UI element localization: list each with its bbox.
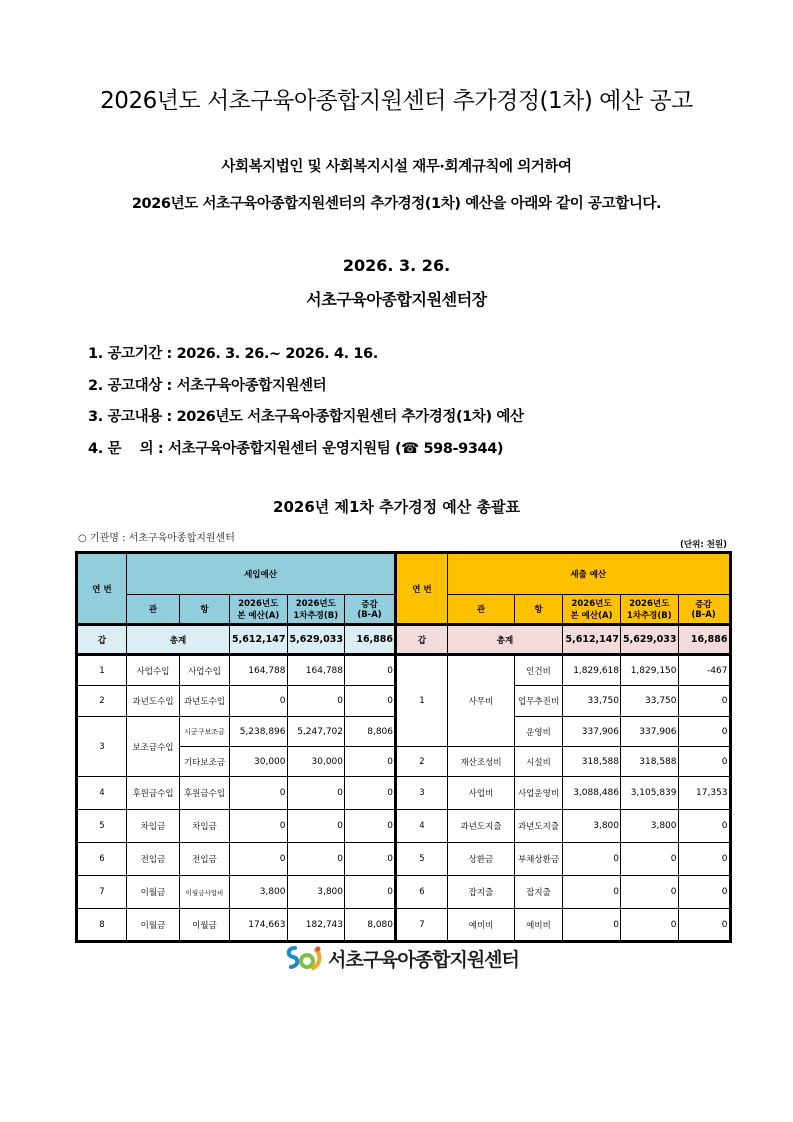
income-a: 164,788 [230,655,288,686]
income-col-a-header: 2026년도 본 예산(A) [230,595,288,625]
expense-c: 17,353 [678,777,730,810]
expense-seq: 7 [396,909,448,942]
income-total-c: 16,886 [345,625,396,655]
income-hang: 시군구보조금 [180,717,230,747]
expense-b: 0 [621,909,679,942]
expense-gwan: 상환금 [448,843,515,876]
expense-hang: 잡지출 [515,876,563,909]
expense-total-name: 총계 [448,625,563,655]
expense-c: 0 [678,810,730,843]
organization-name: ○ 기관명 : 서초구육아종합지원센터 [78,533,235,544]
income-col-c-header: 증감 (B-A) [345,595,396,625]
table-row [77,843,731,876]
expense-gwan-header: 관 [448,595,515,625]
table-row [77,876,731,909]
income-a: 0 [230,843,288,876]
income-c: 0 [345,655,396,686]
income-seq: 1 [77,655,127,686]
expense-gwan: 재산조성비 [448,747,515,777]
expense-total-label: 갑 [396,625,448,655]
header-row-1 [77,553,731,595]
income-total-a: 5,612,147 [230,625,288,655]
expense-a: 3,800 [563,810,621,843]
expense-b: 0 [621,876,679,909]
expense-total-a: 5,612,147 [563,625,621,655]
table-row [77,777,731,810]
intro-line-1: 사회복지법인 및 사회복지시설 재무·회계규칙에 의거하여 [221,159,572,175]
income-seq: 2 [77,686,127,717]
income-c: 0 [345,747,396,777]
income-b: 0 [287,686,345,717]
table-row [77,810,731,843]
expense-seq: 2 [396,747,448,777]
unit-label: (단위: 천원) [680,540,727,550]
center-logo [285,944,519,972]
income-seq-header: 연 번 [77,553,127,625]
notice-item-content: 3. 공고내용 : 2026년도 서초구육아종합지원센터 추가경정(1차) 예산 [88,409,524,425]
income-gwan: 보조금수입 [127,717,180,777]
expense-a: 0 [563,909,621,942]
income-seq: 3 [77,717,127,777]
expense-c: 0 [678,747,730,777]
income-seq: 7 [77,876,127,909]
expense-c: 0 [678,909,730,942]
income-total-b: 5,629,033 [287,625,345,655]
expense-hang-header: 항 [515,595,563,625]
income-seq: 8 [77,909,127,942]
income-hang-header: 항 [180,595,230,625]
income-b: 0 [287,843,345,876]
expense-gwan: 예비비 [448,909,515,942]
expense-a: 0 [563,876,621,909]
expense-b: 337,906 [621,717,679,747]
income-b: 5,247,702 [287,717,345,747]
income-c: 0 [345,810,396,843]
income-gwan: 차입금 [127,810,180,843]
expense-col-c-header: 증감 (B-A) [678,595,730,625]
expense-c: 0 [678,843,730,876]
expense-gwan: 잡지출 [448,876,515,909]
income-seq: 4 [77,777,127,810]
expense-hang: 업무추진비 [515,686,563,717]
budget-summary-table [75,551,732,943]
income-gwan: 이월금 [127,909,180,942]
income-c: 0 [345,686,396,717]
expense-a: 33,750 [563,686,621,717]
income-a: 0 [230,686,288,717]
expense-gwan: 사업비 [448,777,515,810]
page-title: 2026년도 서초구육아종합지원센터 추가경정(1차) 예산 공고 [100,88,693,114]
income-a: 5,238,896 [230,717,288,747]
income-b: 164,788 [287,655,345,686]
income-col-b-header: 2026년도 1차추경(B) [287,595,345,625]
expense-col-a-header: 2026년도 본 예산(A) [563,595,621,625]
expense-b: 1,829,150 [621,655,679,686]
expense-seq: 4 [396,810,448,843]
expense-b: 3,105,839 [621,777,679,810]
income-total-name: 총계 [127,625,230,655]
income-c: 0 [345,876,396,909]
expense-hang: 부채상환금 [515,843,563,876]
notice-item-contact: 4. 문 의 : 서초구육아종합지원센터 운영지원팀 (☎ 598-9344) [88,440,504,457]
income-gwan: 사업수입 [127,655,180,686]
income-gwan: 전입금 [127,843,180,876]
expense-hang: 예비비 [515,909,563,942]
expense-hang: 운영비 [515,717,563,747]
income-seq: 5 [77,810,127,843]
expense-c: -467 [678,655,730,686]
income-hang: 이월금사업비 [180,876,230,909]
table-row [77,909,731,942]
notice-item-target: 2. 공고대상 : 서초구육아종합지원센터 [88,377,327,394]
expense-seq: 6 [396,876,448,909]
income-gwan-header: 관 [127,595,180,625]
expense-b: 33,750 [621,686,679,717]
income-b: 30,000 [287,747,345,777]
income-total-label: 갑 [77,625,127,655]
expense-c: 0 [678,876,730,909]
expense-a: 3,088,486 [563,777,621,810]
intro-line-2: 2026년도 서초구육아종합지원센터의 추가경정(1차) 예산을 아래와 같이 공고합니다. [131,196,662,212]
expense-c: 0 [678,717,730,747]
income-hang: 사업수입 [180,655,230,686]
expense-a: 318,588 [563,747,621,777]
income-b: 182,743 [287,909,345,942]
income-seq: 6 [77,843,127,876]
logo-text: 서초구육아종합지원센터 [328,948,519,971]
income-hang: 후원금수입 [180,777,230,810]
expense-total-b: 5,629,033 [621,625,679,655]
expense-hang: 사업운영비 [515,777,563,810]
notice-item-period: 1. 공고기간 : 2026. 3. 26.~ 2026. 4. 16. [88,346,378,362]
expense-b: 3,800 [621,810,679,843]
expense-hang: 인건비 [515,655,563,686]
income-c: 0 [345,843,396,876]
expense-hang: 과년도지출 [515,810,563,843]
income-hang: 과년도수입 [180,686,230,717]
expense-b: 318,588 [621,747,679,777]
expense-a: 337,906 [563,717,621,747]
expense-col-b-header: 2026년도 1차추경(B) [621,595,679,625]
income-hang: 기타보조금 [180,747,230,777]
income-c: 8,806 [345,717,396,747]
income-hang: 이월금 [180,909,230,942]
income-hang: 전입금 [180,843,230,876]
expense-b: 0 [621,843,679,876]
announcement-date: 2026. 3. 26. [342,256,451,275]
expense-seq: 3 [396,777,448,810]
income-c: 8,080 [345,909,396,942]
table-title: 2026년 제1차 추가경정 예산 총괄표 [273,498,520,516]
income-budget-header: 세입예산 [127,553,396,595]
income-b: 0 [287,810,345,843]
expense-a: 0 [563,843,621,876]
expense-a: 1,829,618 [563,655,621,686]
expense-total-c: 16,886 [678,625,730,655]
income-a: 0 [230,810,288,843]
income-b: 0 [287,777,345,810]
income-hang: 차입금 [180,810,230,843]
expense-hang: 시설비 [515,747,563,777]
expense-seq-header: 연 번 [396,553,448,625]
expense-budget-header: 세출 예산 [448,553,731,595]
logo-mark-icon [285,944,325,972]
notice-items [88,344,524,470]
expense-seq: 1 [396,655,448,747]
income-b: 3,800 [287,876,345,909]
income-a: 0 [230,777,288,810]
income-a: 3,800 [230,876,288,909]
income-a: 30,000 [230,747,288,777]
signer: 서초구육아종합지원센터장 [306,290,487,309]
income-gwan: 과년도수입 [127,686,180,717]
total-row [77,625,731,655]
expense-gwan: 과년도지출 [448,810,515,843]
expense-gwan: 사무비 [448,655,515,747]
income-a: 174,663 [230,909,288,942]
expense-seq: 5 [396,843,448,876]
income-c: 0 [345,777,396,810]
income-gwan: 후원금수입 [127,777,180,810]
table-row [77,655,731,686]
income-gwan: 이월금 [127,876,180,909]
expense-c: 0 [678,686,730,717]
